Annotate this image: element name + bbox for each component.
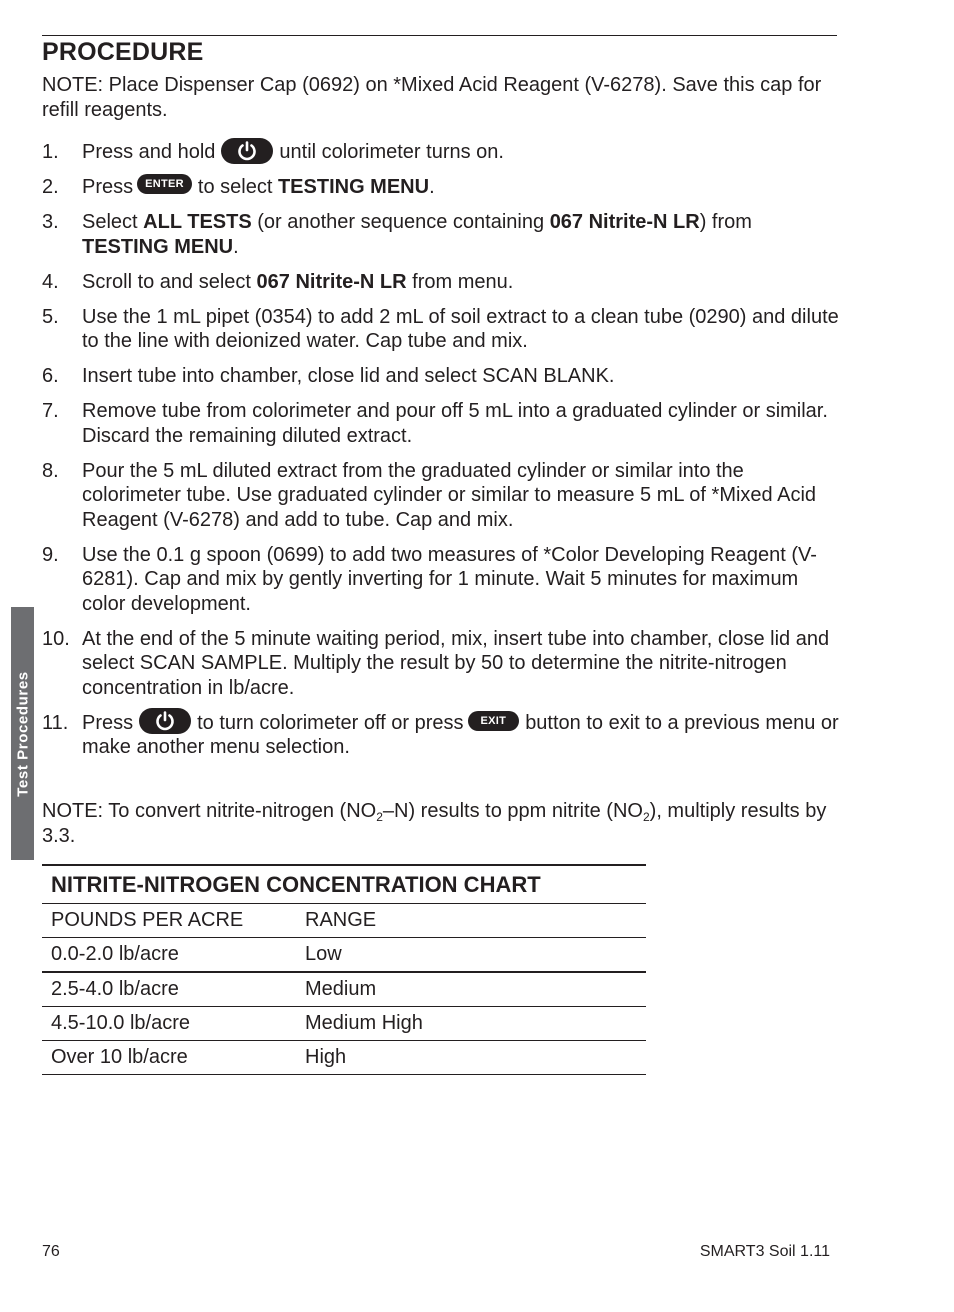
table-cell: High xyxy=(296,1041,646,1075)
table-cell: 4.5-10.0 lb/acre xyxy=(42,1007,296,1041)
table-row xyxy=(42,1041,646,1075)
table-row xyxy=(42,938,646,973)
table-row xyxy=(42,972,646,1007)
page-heading: PROCEDURE xyxy=(42,38,204,66)
enter-button-icon: ENTER xyxy=(137,174,192,194)
concentration-chart xyxy=(42,864,646,1075)
procedure-steps xyxy=(42,140,842,770)
step-5: 5. Use the 1 mL pipet (0354) to add 2 mL of soil extract to a clean tube (0290) and dilute to the line with deionized water. Cap tube and mix. xyxy=(42,305,839,352)
chart-header-row xyxy=(42,904,646,938)
note-conversion: NOTE: To convert nitrite-nitrogen $(NO_2-N)$ results to ppm nitrite $(NO_2)$, multiply results by 3.3. xyxy=(42,800,827,847)
power-button-icon xyxy=(221,138,273,164)
chart-header: RANGE xyxy=(296,904,646,938)
step-9: 9. Use the 0.1 g spoon (0699) to add two measures of *Color Developing Reagent (V-6281). Cap and mix by gently inverting for 1 minute. Wait 5 minutes for maximum color development. xyxy=(42,543,817,615)
document-title: SMART3 Soil 1.11 xyxy=(699,1243,830,1260)
table-cell: Over 10 lb/acre xyxy=(42,1041,296,1075)
power-button-icon xyxy=(139,708,191,734)
table-cell: 0.0-2.0 lb/acre xyxy=(42,938,296,973)
step-1: 1. Press and hold until colorimeter turns on. xyxy=(42,140,842,165)
note-dispenser-cap: NOTE: Place Dispenser Cap (0692) on *Mixed Acid Reagent (V-6278). Save this cap for refill reagents. xyxy=(42,74,822,121)
step-11: 11. Press to turn colorimeter off or press EXIT button to exit to a previous menu or make another menu selection. xyxy=(42,711,842,760)
table-cell: Medium High xyxy=(296,1007,646,1041)
step-7: 7. Remove tube from colorimeter and pour off 5 mL into a graduated cylinder or similar. Discard the remaining diluted extract. xyxy=(42,400,828,447)
step-2: 2. Press ENTER to select TESTING MENU. xyxy=(42,175,842,200)
step-6: 6. Insert tube into chamber, close lid and select SCAN BLANK. xyxy=(42,365,615,387)
table-cell: 2.5-4.0 lb/acre xyxy=(42,972,296,1007)
step-8: 8. Pour the 5 mL diluted extract from the graduated cylinder or similar into the colorimeter tube. Use graduated cylinder or similar to measure 5 mL of *Mixed Acid Reagent (V-6278) and add to tube. Cap and mix. xyxy=(42,459,817,531)
table-cell: Medium xyxy=(296,972,646,1007)
side-section-tab xyxy=(11,607,34,860)
table-cell: Low xyxy=(296,938,646,973)
side-tab-label: Test Procedures xyxy=(14,670,31,797)
step-4: 4. Scroll to and select 067 Nitrite-N LR from menu. xyxy=(42,270,514,293)
step-10: 10. At the end of the 5 minute waiting period, mix, insert tube into chamber, close lid and select SCAN SAMPLE. Multiply the result by 50 to determine the nitrite-nitrogen concentration in lb/acre. xyxy=(42,627,830,699)
top-rule xyxy=(42,35,837,36)
table-row xyxy=(42,1007,646,1041)
step-3: 3. Select ALL TESTS (or another sequence containing 067 Nitrite-N LR) from TESTING MENU. xyxy=(42,211,752,258)
page-number: 76 xyxy=(42,1243,60,1260)
chart-title: NITRITE-NITROGEN CONCENTRATION CHART xyxy=(42,864,646,904)
chart-header: POUNDS PER ACRE xyxy=(42,904,296,938)
exit-button-icon: EXIT xyxy=(468,711,520,731)
